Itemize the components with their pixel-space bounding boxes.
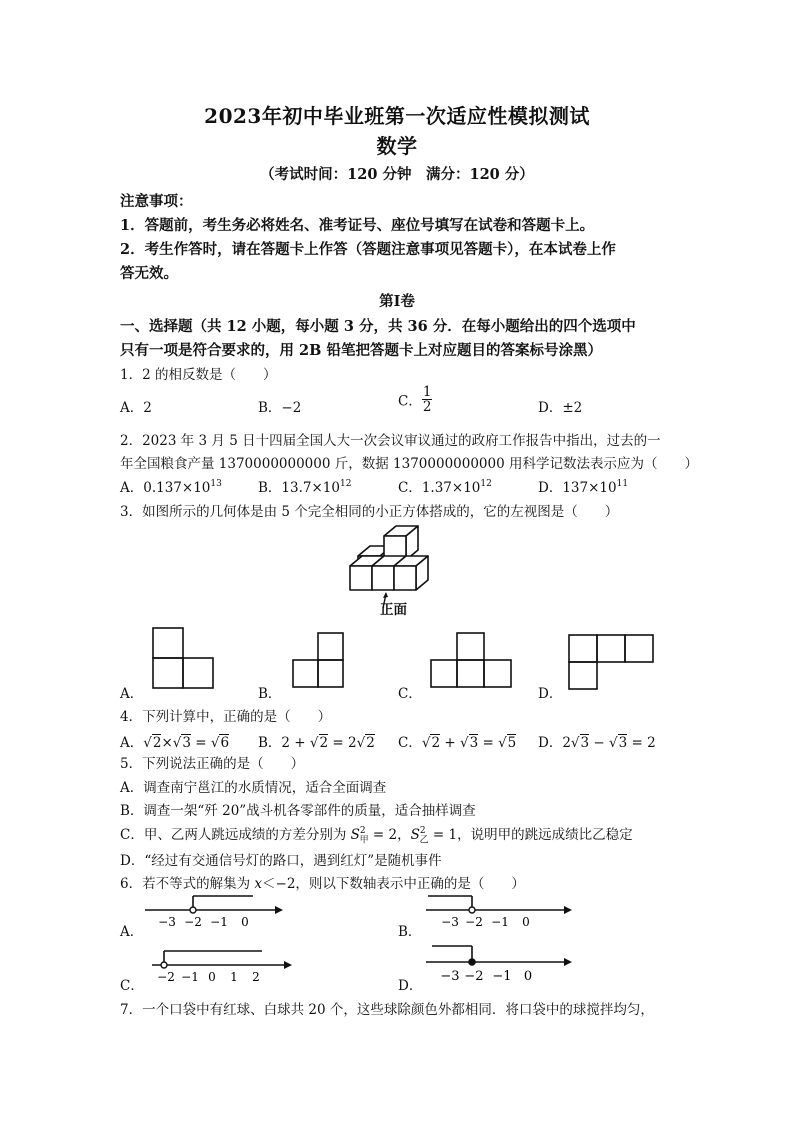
q5-option-a: A．调查南宁邕江的水质情况，适合全面调查 — [120, 780, 387, 796]
q1-c-numerator: 1 — [422, 384, 432, 400]
q6-d-tick-4: 0 — [523, 969, 533, 984]
q6-b-tick-4: 0 — [522, 915, 530, 929]
q4-stem: 4．下列计算中，正确的是（ ） — [120, 709, 332, 725]
q7-stem: 7．一个口袋中有红球、白球共 20 个，这些球除颜色外都相同．将口袋中的球搅拌均匀， — [120, 1002, 654, 1018]
q4-option-a: A．√2×√3 = √6 — [120, 735, 230, 751]
section1-line1: 一、选择题（共 12 小题，每小题 3 分，共 36 分．在每小题给出的四个选项中 — [120, 318, 636, 335]
q2-option-a: A．$0.137\times 10^{13}$ — [120, 479, 222, 496]
q3-view-c — [430, 632, 512, 688]
q3-option-d: D． — [538, 686, 563, 702]
q2-stem-line1: 2．2023 年 3 月 5 日十四届全国人大一次会议审议通过的政府工作报告中指出，过去的一 — [120, 433, 661, 449]
q5-option-b: B．调查一架“歼 20”战斗机各零部件的质量，适合抽样调查 — [120, 803, 476, 819]
exam-info: （考试时间：120 分钟 满分：120 分） — [260, 166, 534, 183]
q4-option-c: C．√2 + √3 = √5 — [398, 735, 517, 751]
q4-option-d: D．2√3 − √3 = 2 — [538, 735, 656, 751]
q6-b-tick-3: −1 — [491, 915, 509, 929]
q4-option-b: B．2 + √2 = 2√2 — [258, 735, 375, 751]
q2-option-b: B．$13.7\times 10^{12}$ — [258, 479, 352, 496]
q3-view-d — [568, 634, 654, 690]
notes-item-1: 1．答题前，考生务必将姓名、准考证号、座位号填写在试卷和答题卡上。 — [120, 217, 595, 234]
q6-number-line-b — [426, 893, 576, 933]
q6-b-tick-2: −2 — [465, 915, 483, 929]
notes-heading: 注意事项： — [120, 193, 193, 210]
q3-option-b: B． — [258, 686, 282, 702]
notes-item-2-line1: 2．考生作答时，请在答题卡上作答（答题注意事项见答题卡），在本试卷上作 — [120, 241, 616, 258]
part-title: 第Ⅰ卷 — [379, 293, 415, 310]
q5-option-c: C．甲、乙两人跳远成绩的方差分别为 $S^2_甲 = 2$，$S^2_乙 = 1$，说明甲的跳远成绩比乙稳定 — [120, 826, 633, 846]
notes-item-2-line2: 答无效。 — [120, 265, 178, 282]
q1-option-c: C． $\frac{1}{2}$ — [398, 384, 432, 415]
subject-title: 数学 — [376, 134, 418, 158]
q6-number-line-a — [145, 893, 285, 933]
q6-d-tick-2: −2 — [464, 969, 484, 984]
q3-option-c: C． — [398, 686, 422, 702]
q1-c-denominator: 2 — [422, 399, 432, 415]
q1-option-b: B．−2 — [258, 400, 302, 416]
q6-option-a: A． — [120, 924, 144, 940]
q6-c-tick-4: 1 — [230, 970, 238, 984]
q6-a-tick-4: 0 — [241, 915, 249, 929]
q6-option-d: D． — [398, 978, 423, 994]
q2-option-d: D．$137\times 10^{11}$ — [538, 479, 629, 496]
q6-a-tick-1: −3 — [158, 915, 176, 929]
q2-option-c: C．$1.37\times 10^{12}$ — [398, 479, 492, 496]
q6-c-tick-5: 2 — [252, 970, 260, 984]
q6-stem: 6．若不等式的解集为 x＜−2，则以下数轴表示中正确的是（ ） — [120, 876, 525, 892]
q3-view-a — [152, 627, 214, 689]
section1-line2: 只有一项是符合要求的，用 2B 铅笔把答题卡上对应题目的答案标号涂黑） — [120, 342, 602, 359]
q6-number-line-c — [152, 948, 297, 988]
q6-number-line-d — [426, 942, 576, 986]
exam-title: 2023年初中毕业班第一次适应性模拟测试 — [204, 104, 590, 128]
q6-option-b: B． — [398, 924, 422, 940]
q3-option-a: A． — [120, 686, 144, 702]
q6-c-tick-2: −1 — [181, 970, 199, 984]
q6-d-tick-3: −1 — [492, 969, 512, 984]
q6-c-tick-3: 0 — [208, 970, 216, 984]
q3-stem: 3．如图所示的几何体是由 5 个完全相同的小正方体搭成的，它的左视图是（ ） — [120, 504, 619, 520]
q2-stem-line2: 年全国粮食产量 1370000000000 斤，数据 1370000000000 用科学记数法表示应为（ ） — [120, 456, 698, 472]
q1-option-a: A．2 — [120, 400, 152, 416]
q6-a-tick-2: −2 — [184, 915, 202, 929]
q6-a-tick-3: −1 — [210, 915, 228, 929]
q5-option-d: D．“经过有交通信号灯的路口，遇到红灯”是随机事件 — [120, 853, 442, 869]
q1-stem: 1．2 的相反数是（ ） — [120, 367, 277, 383]
q6-option-c: C． — [120, 978, 144, 994]
q1-option-d: D．±2 — [538, 400, 583, 416]
q6-d-tick-1: −3 — [440, 969, 460, 984]
q6-c-tick-1: −2 — [157, 970, 175, 984]
q6-b-tick-1: −3 — [441, 915, 459, 929]
q5-stem: 5．下列说法正确的是（ ） — [120, 756, 305, 772]
q3-view-b — [292, 632, 344, 688]
front-label: 正面 — [380, 602, 407, 618]
